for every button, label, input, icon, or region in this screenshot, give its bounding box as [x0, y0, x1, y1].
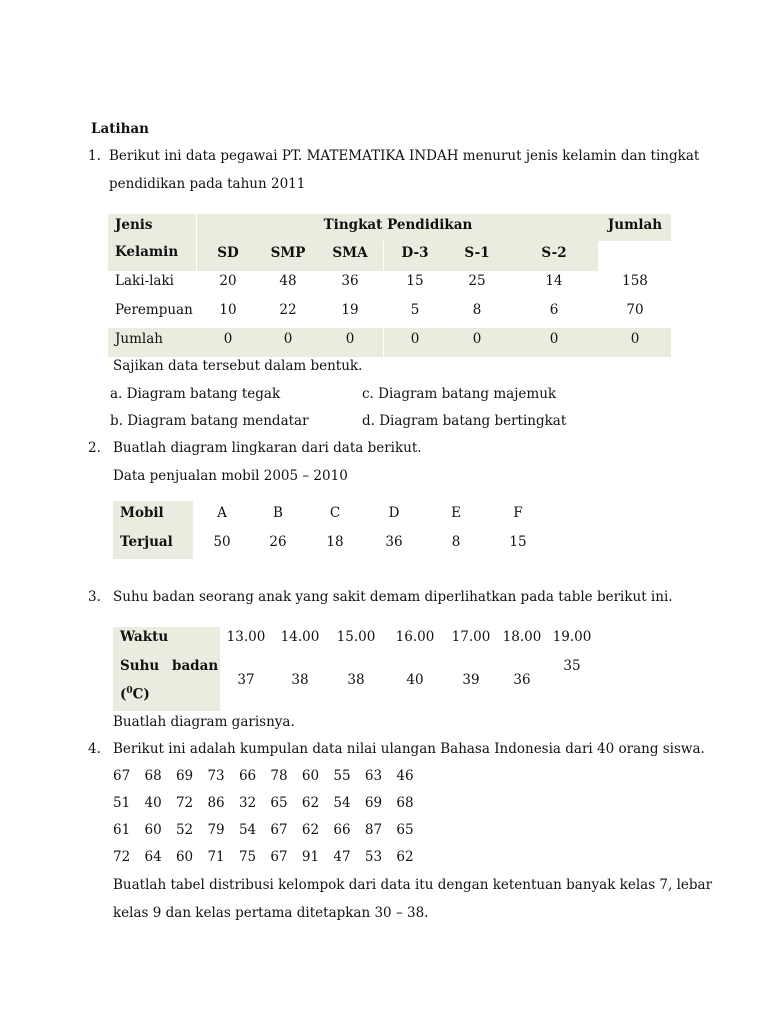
q4-value: 60 — [301, 768, 320, 784]
q2-sold: 8 — [451, 534, 461, 550]
q4-value: 51 — [113, 795, 131, 811]
q4-value: 67 — [270, 822, 288, 838]
q2-car: E — [451, 505, 461, 521]
q3-time: 15.00 — [336, 629, 376, 645]
q3-temp: 37 — [237, 672, 255, 688]
q3-number: 3. — [88, 589, 101, 605]
q3-time: 18.00 — [502, 629, 542, 645]
q1-cell: 25 — [468, 273, 486, 289]
q3-time: 17.00 — [451, 629, 491, 645]
q1-total-band — [108, 328, 671, 357]
q2-subtitle: Data penjualan mobil 2005 – 2010 — [113, 468, 348, 484]
q3-temp: 36 — [513, 672, 531, 688]
q1-option-a: a. Diagram batang tegak — [110, 386, 281, 402]
q2-text: Buatlah diagram lingkaran dari data berikut. — [113, 440, 422, 456]
q1-number: 1. — [88, 148, 101, 164]
q4-value: 72 — [175, 795, 194, 811]
q1-cell: 8 — [472, 302, 482, 318]
q4-text: Berikut ini adalah kumpulan data nilai ulangan Bahasa Indonesia dari 40 orang siswa. — [113, 741, 705, 757]
q1-level-header: S-1 — [464, 245, 490, 261]
q4-value: 69 — [175, 768, 194, 784]
q4-data-row — [113, 795, 414, 811]
q3-unit-sup: 0 — [126, 686, 133, 696]
q4-value: 72 — [113, 849, 131, 865]
q1-header-jenis: Jenis — [115, 217, 153, 233]
q1-cell: 0 — [283, 331, 293, 347]
q4-data-row — [113, 849, 414, 865]
q2-sold: 50 — [213, 534, 231, 550]
q1-level-header: SMA — [332, 245, 368, 261]
q1-divider — [196, 214, 197, 271]
q2-sold: 26 — [269, 534, 287, 550]
q1-divider — [383, 328, 384, 357]
q4-value: 63 — [364, 768, 383, 784]
q4-value: 68 — [144, 768, 162, 784]
q4-value: 62 — [396, 849, 414, 865]
q1-level-header: SD — [217, 245, 239, 261]
q1-divider — [383, 241, 384, 271]
q1-cell: 6 — [549, 302, 559, 318]
q3-time: 13.00 — [226, 629, 266, 645]
q1-instruction: Sajikan data tersebut dalam bentuk. — [113, 358, 363, 374]
q1-text-line1: Berikut ini data pegawai PT. MATEMATIKA INDAH menurut jenis kelamin dan tingkat — [109, 148, 700, 164]
q4-value: 61 — [113, 822, 131, 838]
q1-cell: 19 — [341, 302, 359, 318]
q3-temp: 40 — [406, 672, 424, 688]
q1-cell: 0 — [223, 331, 233, 347]
q4-value: 87 — [364, 822, 383, 838]
q2-header-mobil: Mobil — [120, 505, 164, 521]
q1-header-tingkat: Tingkat Pendidikan — [323, 217, 473, 233]
q4-data-row — [113, 768, 414, 784]
q1-cell: 15 — [406, 273, 424, 289]
q4-value: 54 — [238, 822, 257, 838]
q4-value: 53 — [364, 849, 383, 865]
q1-cell: 20 — [219, 273, 237, 289]
q2-car: B — [273, 505, 283, 521]
q2-number: 2. — [88, 440, 101, 456]
q1-row-total: 0 — [630, 331, 640, 347]
page-heading: Latihan — [91, 121, 149, 137]
q4-number: 4. — [88, 741, 101, 757]
q3-temp: 38 — [347, 672, 365, 688]
q4-value: 67 — [113, 768, 131, 784]
q4-value: 73 — [207, 768, 225, 784]
q3-temp: 38 — [291, 672, 309, 688]
q4-value: 69 — [364, 795, 383, 811]
q3-header-waktu: Waktu — [120, 629, 169, 645]
q4-value: 62 — [301, 795, 320, 811]
q4-value: 86 — [207, 795, 225, 811]
q4-value: 46 — [396, 768, 414, 784]
q1-cell: 0 — [410, 331, 420, 347]
q4-instruction-line2: kelas 9 dan kelas pertama ditetapkan 30 – 38. — [113, 905, 429, 921]
q3-time: 19.00 — [552, 629, 592, 645]
q4-value: 78 — [270, 768, 288, 784]
q4-value: 71 — [207, 849, 225, 865]
q3-header-unit — [120, 686, 150, 703]
q4-value: 66 — [238, 768, 257, 784]
q2-car: C — [329, 505, 341, 521]
q2-car: A — [217, 505, 227, 521]
q3-temp: 39 — [462, 672, 480, 688]
q1-row-label: Laki-laki — [115, 273, 174, 289]
q1-row-total: 70 — [626, 302, 644, 318]
q3-header-badan: badan — [172, 658, 219, 674]
q3-time: 16.00 — [395, 629, 435, 645]
q3-instruction: Buatlah diagram garisnya. — [113, 714, 295, 730]
q1-level-header: SMP — [270, 245, 306, 261]
q2-car: F — [513, 505, 523, 521]
q4-value: 32 — [238, 795, 257, 811]
q1-row-label: Jumlah — [115, 331, 163, 347]
q3-text: Suhu badan seorang anak yang sakit demam diperlihatkan pada table berikut ini. — [113, 589, 673, 605]
q1-cell: 10 — [219, 302, 237, 318]
q4-value: 60 — [175, 849, 194, 865]
q3-time: 14.00 — [280, 629, 320, 645]
q1-cell: 48 — [279, 273, 297, 289]
q1-level-header: D-3 — [401, 245, 429, 261]
q4-value: 67 — [270, 849, 288, 865]
q3-unit-close: C) — [132, 686, 150, 703]
q4-value: 64 — [144, 849, 162, 865]
q2-sold: 18 — [326, 534, 344, 550]
q4-value: 62 — [301, 822, 320, 838]
q3-header-suhu: Suhu — [120, 658, 160, 674]
q1-row-label: Perempuan — [115, 302, 193, 318]
q1-cell: 22 — [279, 302, 297, 318]
q2-header-terjual: Terjual — [120, 534, 173, 550]
q4-value: 52 — [175, 822, 194, 838]
q1-cell: 0 — [549, 331, 559, 347]
q4-value: 91 — [301, 849, 320, 865]
q4-value: 40 — [144, 795, 162, 811]
q1-cell: 36 — [341, 273, 359, 289]
q4-value: 65 — [396, 822, 414, 838]
q4-value: 79 — [207, 822, 225, 838]
q4-value: 68 — [396, 795, 414, 811]
q1-header-kelamin: Kelamin — [115, 244, 179, 260]
q3-unit-open: ( — [120, 686, 127, 703]
q1-cell: 0 — [472, 331, 482, 347]
q1-option-d: d. Diagram batang bertingkat — [362, 413, 567, 429]
q1-cell: 0 — [345, 331, 355, 347]
q2-sold: 36 — [385, 534, 403, 550]
q4-data-row — [113, 822, 414, 838]
q4-value: 75 — [238, 849, 257, 865]
q4-value: 47 — [333, 849, 351, 865]
q2-car: D — [388, 505, 400, 521]
q4-value: 54 — [333, 795, 351, 811]
q1-cell: 14 — [545, 273, 563, 289]
q1-level-header: S-2 — [541, 245, 567, 261]
q2-sold: 15 — [509, 534, 527, 550]
q1-option-b: b. Diagram batang mendatar — [110, 413, 309, 429]
q1-header-jumlah: Jumlah — [607, 217, 663, 233]
q4-value: 55 — [333, 768, 351, 784]
q4-value: 60 — [144, 822, 162, 838]
q4-value: 66 — [333, 822, 351, 838]
q4-instruction-line1: Buatlah tabel distribusi kelompok dari data itu dengan ketentuan banyak kelas 7, lebar — [113, 877, 713, 893]
q3-temp: 35 — [563, 658, 581, 674]
q1-row-total: 158 — [622, 273, 648, 289]
q1-option-c: c. Diagram batang majemuk — [362, 386, 557, 402]
q1-cell: 5 — [410, 302, 420, 318]
q1-text-line2: pendidikan pada tahun 2011 — [109, 176, 306, 192]
q4-value: 65 — [270, 795, 288, 811]
